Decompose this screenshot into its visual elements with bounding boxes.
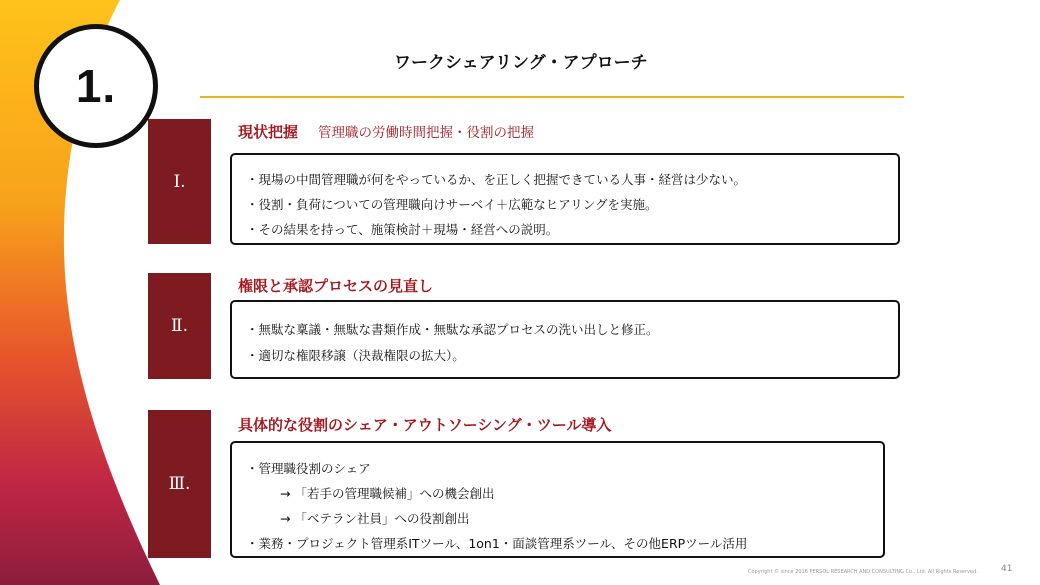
section-2-line-2: ・適切な権限移譲（決裁権限の拡大）。	[246, 348, 465, 363]
section-2-number: Ⅱ.	[148, 273, 211, 379]
section-3-number: Ⅲ.	[148, 410, 211, 558]
section-3-title: 具体的な役割のシェア・アウトソーシング・ツール導入	[238, 416, 612, 434]
section-1-subtitle: 管理職の労働時間把握・役割の把握	[318, 125, 535, 141]
section-3-line-4: ・業務・プロジェクト管理系ITツール、1on1・面談管理系ツール、その他ERPツール活用	[246, 536, 748, 551]
section-1-line-2: ・役割・負荷についての管理職向けサーベイ＋広範なヒアリングを実施。	[246, 197, 658, 212]
section-3-line-1: ・管理職役割のシェア	[246, 461, 371, 476]
page-title: ワークシェアリング・アプローチ	[394, 53, 648, 73]
section-2-content-box	[230, 300, 900, 379]
section-3-line-2: → 「若手の管理職候補」への機会創出	[280, 486, 495, 501]
badge-label: 1.	[75, 60, 117, 112]
section-number-badge	[34, 24, 158, 148]
section-2-title: 権限と承認プロセスの見直し	[238, 277, 434, 295]
section-1-line-3: ・その結果を持って、施策検討＋現場・経営への説明。	[246, 222, 559, 237]
section-1-title: 現状把握	[238, 123, 299, 141]
section-1-line-1: ・現場の中間管理職が何をやっているか、を正しく把握できている人事・経営は少ない。	[246, 172, 747, 187]
section-2-line-1: ・無駄な稟議・無駄な書類作成・無駄な承認プロセスの洗い出しと修正。	[246, 322, 659, 337]
section-1-heading	[238, 121, 534, 142]
copyright-footer: Copyright © since 2016 PERSOL RESEARCH AND CONSULTING Co., Ltd. All Rights Reserved.	[748, 569, 978, 575]
section-3-line-3: → 「ベテラン社員」への役割創出	[280, 511, 470, 526]
title-divider	[200, 96, 904, 98]
section-1-number: Ⅰ.	[148, 119, 211, 244]
page-number: 41	[1001, 564, 1013, 574]
